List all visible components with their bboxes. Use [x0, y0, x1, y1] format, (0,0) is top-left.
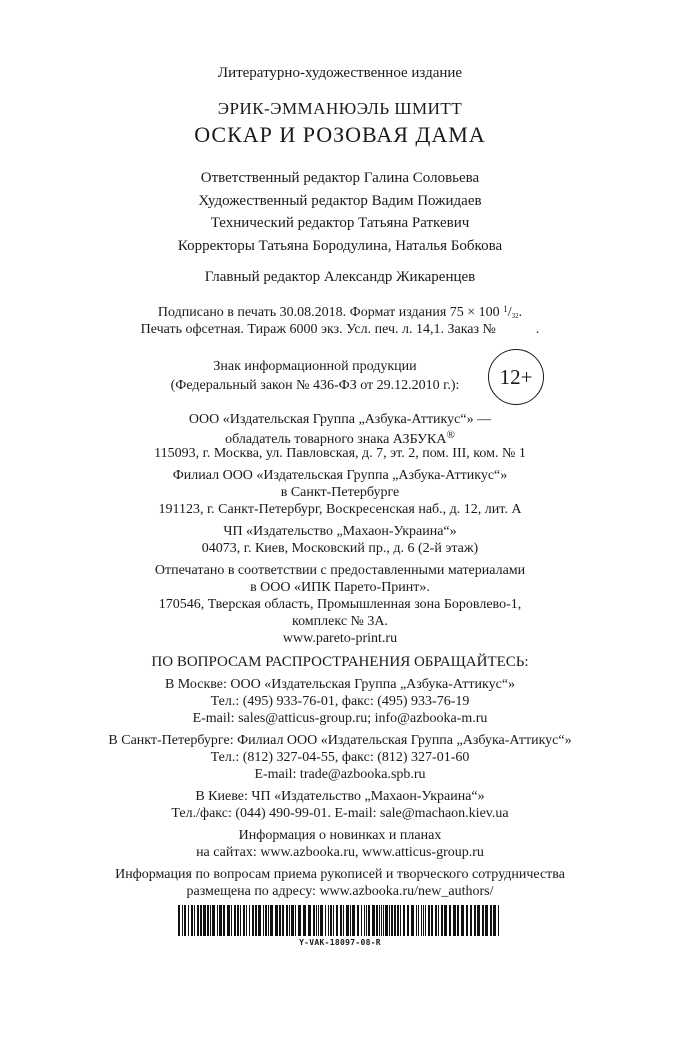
- barcode-bar: [461, 905, 464, 936]
- spb-phones: Тел.: (812) 327-04-55, факс: (812) 327-01-60: [210, 750, 470, 765]
- moscow-email: E-mail: sales@atticus-group.ru; info@azbooka-m.ru: [192, 711, 488, 726]
- responsible-editor: Ответственный редактор Галина Соловьева: [200, 170, 480, 186]
- printer-line1: Отпечатано в соответствии с предоставленными материалами: [154, 563, 526, 578]
- info-sign-line2: (Федеральный закон № 436-ФЗ от 29.12.2010 г.):: [170, 378, 460, 393]
- barcode-bar: [340, 905, 342, 936]
- print-order-end: .: [535, 322, 540, 337]
- barcode-bar: [275, 905, 278, 936]
- barcode-bar: [397, 905, 399, 936]
- barcode-bar: [336, 905, 338, 936]
- barcode-bar: [466, 905, 468, 936]
- barcode-bar: [219, 905, 222, 936]
- barcode-bar: [352, 905, 355, 936]
- kiev-phone-email: Тел./факс: (044) 490-99-01. E-mail: sale@machaon.kiev.ua: [171, 806, 509, 821]
- barcode-bar: [328, 905, 329, 936]
- proofreaders: Корректоры Татьяна Бородулина, Наталья Бобкова: [177, 238, 503, 254]
- barcode: [178, 905, 502, 936]
- barcode-bar: [453, 905, 456, 936]
- technical-editor: Технический редактор Татьяна Раткевич: [210, 215, 470, 231]
- printer-website: www.pareto-print.ru: [282, 631, 398, 646]
- barcode-bar: [485, 905, 488, 936]
- barcode-bar: [418, 905, 419, 936]
- barcode-bar: [357, 905, 359, 936]
- distribution-heading: ПО ВОПРОСАМ РАСПРОСТРАНЕНИЯ ОБРАЩАЙТЕСЬ:: [151, 654, 529, 670]
- publisher-line2: [0, 430, 680, 447]
- barcode-bar: [366, 905, 367, 936]
- barcode-bar: [372, 905, 375, 936]
- barcode-bar: [477, 905, 480, 936]
- barcode-bar: [252, 905, 254, 936]
- trademark-owner-text: обладатель товарного знака АЗБУКА: [225, 432, 447, 447]
- barcode-bar: [490, 905, 492, 936]
- printer-line3: 170546, Тверская область, Промышленная зона Боровлево-1,: [158, 597, 522, 612]
- barcode-bar: [325, 905, 326, 936]
- info-sign-line1: Знак информационной продукции: [213, 359, 417, 374]
- barcode-bar: [303, 905, 306, 936]
- barcode-bar: [350, 905, 351, 936]
- barcode-bar: [470, 905, 472, 936]
- barcode-bar: [223, 905, 225, 936]
- barcode-bar: [441, 905, 443, 936]
- print-info-period: .: [518, 305, 523, 320]
- info-sign-block: [150, 360, 480, 393]
- spb-distribution-line1: В Санкт-Петербурге: Филиал ООО «Издательская Группа „Азбука-Аттикус“»: [108, 733, 572, 748]
- barcode-bar: [400, 905, 401, 936]
- registered-mark: ®: [446, 429, 455, 441]
- barcode-bar: [421, 905, 422, 936]
- barcode-bar: [449, 905, 451, 936]
- spb-branch-line1: Филиал ООО «Издательская Группа „Азбука-Аттикус“»: [172, 468, 508, 483]
- spb-branch-line2: в Санкт-Петербурге: [280, 485, 400, 500]
- barcode-bar: [200, 905, 202, 936]
- barcode-bar: [385, 905, 388, 936]
- barcode-bar: [391, 905, 393, 936]
- barcode-bar: [308, 905, 311, 936]
- barcode-bar: [333, 905, 334, 936]
- barcode-bar: [389, 905, 390, 936]
- format-fraction-numerator: 1: [503, 304, 508, 314]
- barcode-bar: [383, 905, 384, 936]
- edition-type: Литературно-художественное издание: [217, 65, 463, 81]
- manuscripts-line2: размещена по адресу: www.azbooka.ru/new_authors/: [186, 884, 494, 899]
- spb-branch-address: 191123, г. Санкт-Петербург, Воскресенская наб., д. 12, лит. А: [158, 502, 522, 517]
- barcode-bar: [270, 905, 273, 936]
- barcode-bar: [234, 905, 236, 936]
- barcode-bar: [240, 905, 241, 936]
- barcode-bar: [191, 905, 193, 936]
- barcode-bar: [376, 905, 378, 936]
- barcode-bar: [438, 905, 439, 936]
- barcode-bar: [265, 905, 267, 936]
- barcode-bar: [361, 905, 362, 936]
- barcode-bar: [227, 905, 230, 936]
- barcode-bar: [182, 905, 183, 936]
- barcode-bar: [411, 905, 414, 936]
- barcode-bar: [263, 905, 264, 936]
- barcode-bar: [474, 905, 476, 936]
- barcode-bar: [403, 905, 405, 936]
- barcode-bar: [203, 905, 206, 936]
- author-name: ЭРИК-ЭММАНЮЭЛЬ ШМИТТ: [217, 99, 463, 118]
- format-fraction-denominator: 32: [511, 312, 519, 320]
- barcode-bar: [379, 905, 380, 936]
- barcode-bar: [346, 905, 349, 936]
- barcode-bar: [279, 905, 281, 936]
- barcode-bar: [289, 905, 290, 936]
- kiev-line1: В Киеве: ЧП «Издательство „Махаон-Украина“»: [195, 789, 485, 804]
- barcode-bar: [498, 905, 499, 936]
- barcode-bar: [431, 905, 433, 936]
- barcode-bar: [246, 905, 247, 936]
- barcode-bar: [416, 905, 417, 936]
- print-info-line1: Подписано в печать 30.08.2018. Формат издания 75 × 100 $^1$/32.: [157, 304, 523, 320]
- barcode-bar: [330, 905, 332, 936]
- barcode-bar: [320, 905, 323, 936]
- barcode-bar: [197, 905, 199, 936]
- barcode-bar: [444, 905, 447, 936]
- barcode-bar: [313, 905, 315, 936]
- print-format-text: Подписано в печать 30.08.2018. Формат издания 75 × 100: [157, 305, 504, 320]
- barcode-bar: [249, 905, 250, 936]
- barcode-bar: [188, 905, 189, 936]
- chief-editor: Главный редактор Александр Жикаренцев: [204, 269, 476, 285]
- print-run-text: Печать офсетная. Тираж 6000 экз. Усл. печ. л. 14,1. Заказ №: [140, 322, 496, 337]
- barcode-bar: [178, 905, 180, 936]
- barcode-bar: [231, 905, 232, 936]
- barcode-bar: [184, 905, 186, 936]
- barcode-bar: [282, 905, 284, 936]
- manuscripts-line1: Информация по вопросам приема рукописей и творческого сотрудничества: [115, 867, 565, 882]
- barcode-bar: [423, 905, 424, 936]
- barcode-bar: [237, 905, 239, 936]
- barcode-bar: [207, 905, 209, 936]
- ukraine-line1: ЧП «Издательство „Махаон-Украина“»: [223, 524, 457, 539]
- book-title: ОСКАР И РОЗОВАЯ ДАМА: [194, 122, 486, 147]
- publisher-line1: ООО «Издательская Группа „Азбука-Аттикус“» —: [188, 412, 492, 427]
- news-info-line2: на сайтах: www.azbooka.ru, www.atticus-group.ru: [196, 845, 484, 860]
- barcode-bar: [343, 905, 344, 936]
- barcode-bar: [457, 905, 459, 936]
- age-rating-badge: 12+: [488, 349, 544, 405]
- printer-line2: в ООО «ИПК Парето-Принт».: [250, 580, 430, 595]
- barcode-bar: [381, 905, 382, 936]
- barcode-bar: [425, 905, 426, 936]
- moscow-line1: В Москве: ООО «Издательская Группа „Азбука-Аттикус“»: [164, 677, 516, 692]
- barcode-bar: [316, 905, 317, 936]
- barcode-bar: [394, 905, 396, 936]
- barcode-bar: [482, 905, 484, 936]
- publisher-address: 115093, г. Москва, ул. Павловская, д. 7, эт. 2, пом. III, ком. № 1: [154, 446, 526, 461]
- ukraine-address: 04073, г. Киев, Московский пр., д. 6 (2-й этаж): [201, 541, 479, 556]
- barcode-bar: [298, 905, 301, 936]
- news-info-line1: Информация о новинках и планах: [238, 828, 442, 843]
- barcode-bar: [318, 905, 319, 936]
- barcode-caption: Y-VAK-18097-08-R: [299, 938, 381, 947]
- barcode-bar: [364, 905, 365, 936]
- barcode-bar: [217, 905, 218, 936]
- barcode-bar: [435, 905, 437, 936]
- printer-line4: комплекс № 3А.: [291, 614, 388, 629]
- barcode-bar: [286, 905, 288, 936]
- barcode-bar: [194, 905, 195, 936]
- barcode-bar: [243, 905, 245, 936]
- barcode-bar: [212, 905, 215, 936]
- barcode-bar: [255, 905, 257, 936]
- barcode-bar: [407, 905, 409, 936]
- barcode-bar: [291, 905, 294, 936]
- print-info-line2: [0, 323, 680, 337]
- moscow-phones: Тел.: (495) 933-76-01, факс: (495) 933-76-19: [210, 694, 470, 709]
- barcode-bar: [428, 905, 430, 936]
- art-editor: Художественный редактор Вадим Пожидаев: [198, 193, 482, 209]
- barcode-bar: [258, 905, 261, 936]
- barcode-bar: [210, 905, 211, 936]
- barcode-bar: [368, 905, 370, 936]
- barcode-bar: [295, 905, 296, 936]
- barcode-bar: [268, 905, 269, 936]
- barcode-bar: [493, 905, 496, 936]
- spb-email: E-mail: trade@azbooka.spb.ru: [254, 767, 426, 782]
